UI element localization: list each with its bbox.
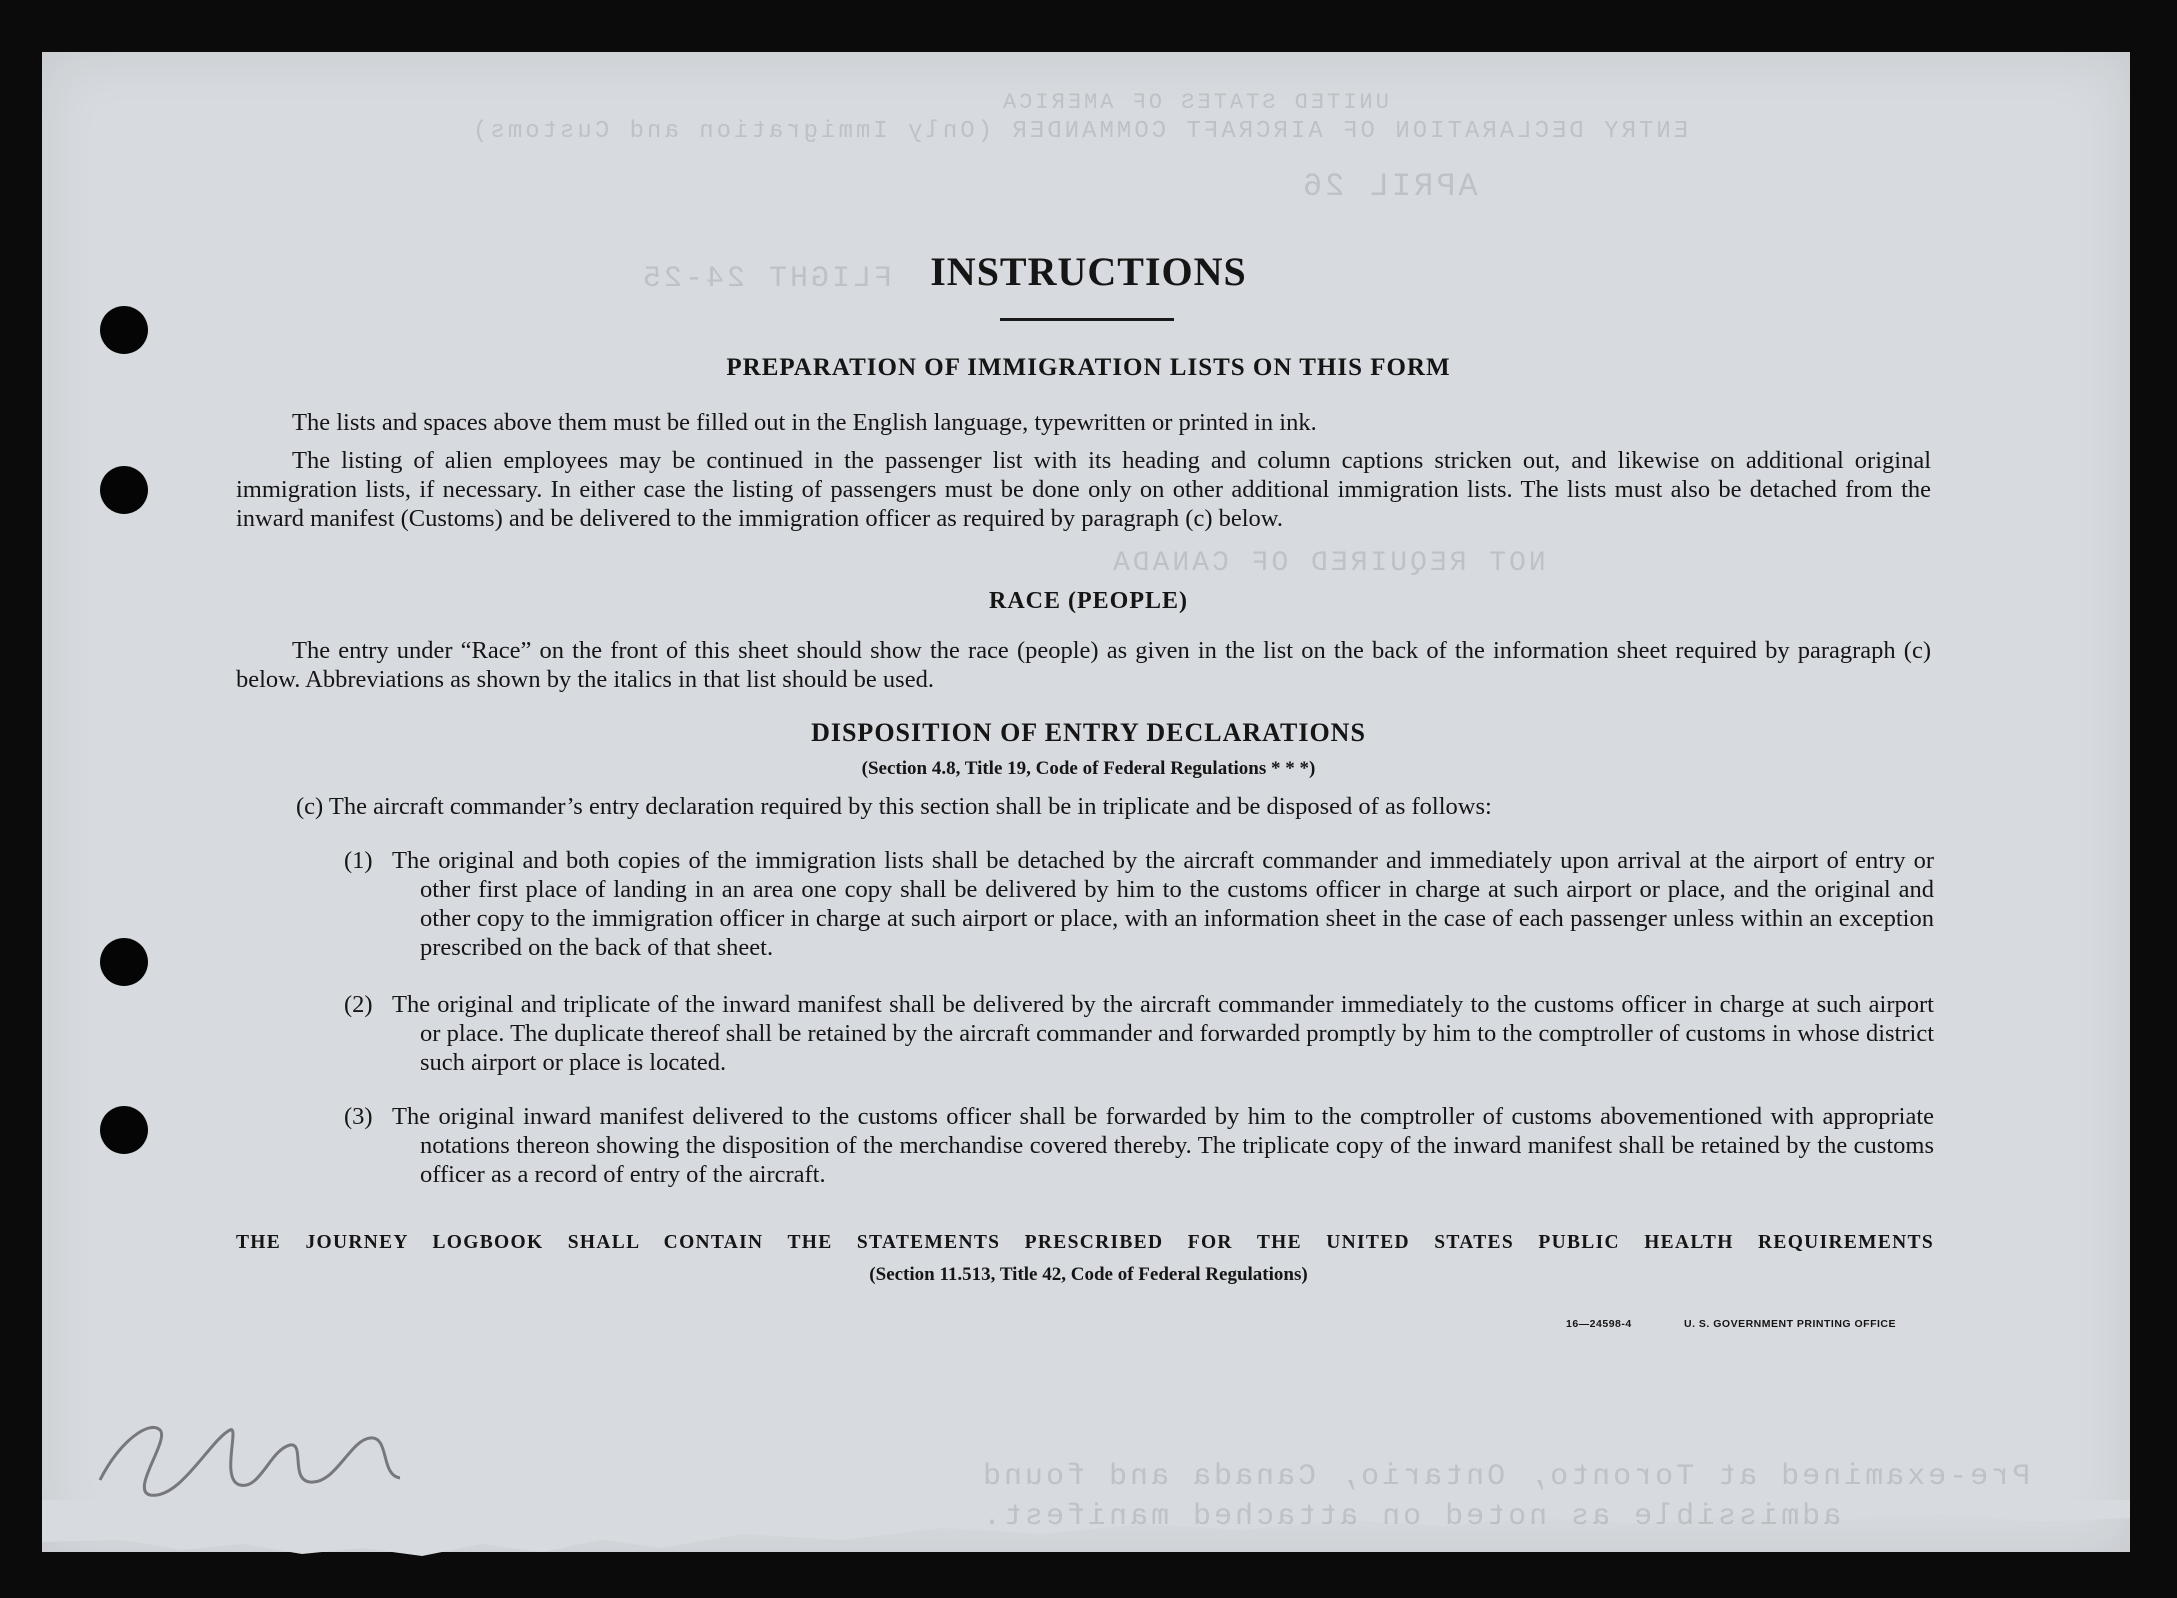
- signature: [90, 1400, 450, 1510]
- binder-hole-1: [100, 306, 148, 354]
- bleed-through-line: Pre-examined at Toronto, Ontario, Canada and found: [980, 1460, 2031, 1494]
- title-underline: [1000, 318, 1174, 321]
- page-title: INSTRUCTIONS: [930, 249, 1247, 294]
- logbook-statement: THE JOURNEY LOGBOOK SHALL CONTAIN THE STATEMENTS PRESCRIBED FOR THE UNITED STATES PUBLIC HEALTH REQUIREMENTS: [236, 1232, 1934, 1253]
- bleed-through-line: NOT REQUIRED OF CANADA: [1110, 548, 1546, 579]
- bleed-through-line: admissible as noted on attached manifest.: [980, 1500, 1842, 1534]
- list-item-text: The original and triplicate of the inward manifest shall be delivered by the aircraft commander immediately to the customs officer in charge at such airport or place. The duplicate thereof shall be retained by the aircraft commander and forwarded promptly by him to the comptroller of customs in whose district such airport or place is located.: [392, 991, 1934, 1076]
- section-citation: (Section 4.8, Title 19, Code of Federal Regulations * * *): [861, 758, 1316, 779]
- form-number: 16—24598-4: [1566, 1318, 1632, 1330]
- bleed-through-line: APRIL 26: [1300, 168, 1478, 205]
- section-heading-disposition: DISPOSITION OF ENTRY DECLARATIONS: [811, 718, 1366, 747]
- logbook-citation: (Section 11.513, Title 42, Code of Federal Regulations): [869, 1264, 1308, 1285]
- list-item: [344, 990, 1934, 1077]
- paragraph-c-intro: (c) The aircraft commander’s entry declaration required by this section shall be in triplicate and be disposed of as follows:: [296, 793, 1492, 820]
- binder-hole-2: [100, 466, 148, 514]
- paragraph-race: The entry under “Race” on the front of this sheet should show the race (people) as given in the list on the back of the information sheet required by paragraph (c) below. Abbreviations as shown by the italics in that list should be used.: [236, 637, 1931, 693]
- list-item-number: (2): [344, 991, 373, 1018]
- list-item: [344, 846, 1934, 962]
- bleed-through-line: UNITED STATES OF AMERICA: [1000, 90, 1389, 115]
- list-item-number: (3): [344, 1103, 373, 1130]
- list-item-text: The original and both copies of the immigration lists shall be detached by the aircraft commander and immediately upon arrival at the airport of entry or other first place of landing in an area one copy shall be delivered by him to the customs officer in charge at such airport or place, and the original and other copy to the immigration officer in charge at such airport or place, with an information sheet in the case of each passenger unless within an exception prescribed on the back of that sheet.: [392, 847, 1934, 961]
- section-heading-immigration-lists: PREPARATION OF IMMIGRATION LISTS ON THIS FORM: [726, 354, 1451, 381]
- paragraph-alien-employees: The listing of alien employees may be continued in the passenger list with its heading and column captions stricken out, and likewise on additional original immigration lists, if necessary. In either case the listing of passengers must be done only on other additional immigration lists. The lists must also be detached from the inward manifest (Customs) and be delivered to the immigration officer as required by paragraph (c) below.: [236, 447, 1931, 532]
- list-item-number: (1): [344, 847, 373, 874]
- binder-hole-3: [100, 938, 148, 986]
- bleed-through-line: ENTRY DECLARATION OF AIRCRAFT COMMANDER (Only Immigration and Customs): [470, 118, 1689, 145]
- list-item-text: The original inward manifest delivered to the customs officer shall be forwarded by him to the comptroller of customs abovementioned with appropriate notations thereon showing the disposition of the merchandise covered thereby. The triplicate copy of the inward manifest shall be retained by the customs officer as a record of entry of the aircraft.: [392, 1103, 1934, 1188]
- binder-hole-4: [100, 1106, 148, 1154]
- section-heading-race: RACE (PEOPLE): [989, 588, 1188, 614]
- printer-imprint: U. S. GOVERNMENT PRINTING OFFICE: [1684, 1318, 1897, 1330]
- paragraph-language: The lists and spaces above them must be filled out in the English language, typewritten or printed in ink.: [292, 409, 1317, 436]
- list-item: [344, 1102, 1934, 1189]
- bleed-through-line: FLIGHT 24-25: [640, 262, 893, 296]
